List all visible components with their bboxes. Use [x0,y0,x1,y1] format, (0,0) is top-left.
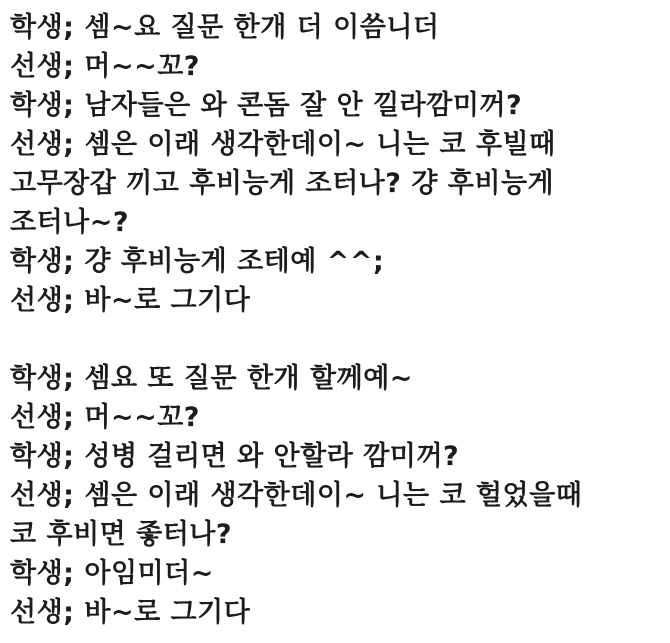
dialogue-line: 선생; 머~~꼬? [10,51,200,82]
dialogue-line: 코 후비면 좋터나? [10,519,233,550]
dialogue-line: 학생; 셈요 또 질문 한개 할께예~ [10,363,413,394]
dialogue-line: 선생; 셈은 이래 생각한데이~ 니는 코 후빌때 [10,129,556,160]
dialogue-line: 학생; 성병 걸리면 와 안할라 깜미꺼? [10,441,460,472]
dialogue-line: 선생; 바~로 그기다 [10,285,251,316]
dialogue-line: 선생; 셈은 이래 생각한데이~ 니는 코 헐었을때 [10,480,583,511]
blank-line [10,320,664,359]
dialogue-line: 학생; 아임미더~ [10,558,214,589]
dialogue-line: 학생; 셈~요 질문 한개 더 이씀니더 [10,12,440,43]
dialogue-line: 학생; 남자들은 와 콘돔 잘 안 낄라깜미꺼? [10,90,523,121]
dialogue-line: 학생; 걍 후비능게 조테예 ^^; [10,246,385,277]
dialogue-line: 고무장갑 끼고 후비능게 조터나? 걍 후비능게 [10,168,555,199]
dialogue-line: 조터나~? [10,207,130,238]
dialogue-line: 선생; 바~로 그기다 [10,597,251,628]
dialogue-line: 선생; 머~~꼬? [10,402,200,433]
